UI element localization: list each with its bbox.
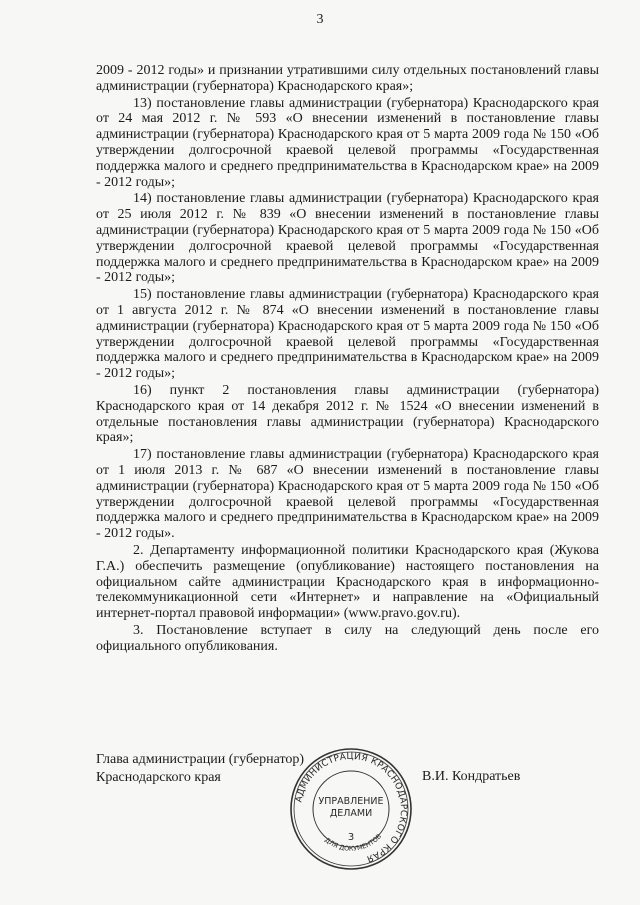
clause-2: 2. Департаменту информационной политики Краснодарского края (Жукова Г.А.) обеспечить размещение (опубликование) настоящего постановления на официальном сайте администрации Краснодарского края в информационно-телекоммуникационной сети «Интернет» и направление на «Официальный интернет-портал правовой информации» (www.pravo.gov.ru). <box>96 542 599 622</box>
signatory-position-line1: Глава администрации (губернатор) <box>96 752 305 767</box>
list-item-15: 15) постановление главы администрации (губернатора) Краснодарского края от 1 августа 2012 г. № 874 «О внесении изменений в постановление главы администрации (губернатора) Краснодарского края от 5 марта 2009 года № 150 «Об утверждении долгосрочной краевой целевой программы «Государственная поддержка малого и среднего предпринимательства в Краснодарском крае» на 2009 - 2012 годы»; <box>96 287 599 382</box>
stamp-outer-text: АДМИНИСТРАЦИЯ КРАСНОДАРСКОГО КРАЯ <box>294 751 409 864</box>
stamp-number: 3 <box>347 832 355 843</box>
list-item-17: 17) постановление главы администрации (губернатора) Краснодарского края от 1 июля 2013 г. № 687 «О внесении изменений в постановление главы администрации (губернатора) Краснодарского края от 5 марта 2009 года № 150 «Об утверждении долгосрочной краевой целевой программы «Государственная поддержка малого и среднего предпринимательства в Краснодарском крае» на 2009 - 2012 годы». <box>96 447 599 542</box>
page-number: 3 <box>316 12 324 27</box>
document-body <box>96 63 599 654</box>
stamp-center-line1: УПРАВЛЕНИЕ <box>318 796 384 807</box>
list-item-16: 16) пункт 2 постановления главы администрации (губернатора) Краснодарского края от 14 декабря 2012 г. № 1524 «О внесении изменений в отдельные постановления главы администрации (губернатора) Краснодарского края»; <box>96 382 599 446</box>
list-item-13: 13) постановление главы администрации (губернатора) Краснодарского края от 24 мая 2012 г. № 593 «О внесении изменений в постановление главы администрации (губернатора) Краснодарского края от 5 марта 2009 года № 150 «Об утверждении долгосрочной краевой целевой программы «Государственная поддержка малого и среднего предпринимательства в Краснодарском крае» на 2009 - 2012 годы»; <box>96 95 599 190</box>
clause-3: 3. Постановление вступает в силу на следующий день после его официального опубликования. <box>96 622 599 654</box>
paragraph-continuation: 2009 - 2012 годы» и признании утратившими силу отдельных постановлений главы администрации (губернатора) Краснодарского края»; <box>96 63 599 94</box>
signatory-position <box>96 751 304 787</box>
signatory-name: В.И. Кондратьев <box>422 769 521 784</box>
signatory-position-line2: Краснодарского края <box>96 770 221 785</box>
list-item-14: 14) постановление главы администрации (губернатора) Краснодарского края от 25 июля 2012 г. № 839 «О внесении изменений в постановление главы администрации (губернатора) Краснодарского края от 5 марта 2009 года № 150 «Об утверждении долгосрочной краевой целевой программы «Государственная поддержка малого и среднего предпринимательства в Краснодарском крае» на 2009 - 2012 годы»; <box>96 191 599 286</box>
official-stamp <box>288 746 414 872</box>
stamp-center-line2: ДЕЛАМИ <box>329 808 373 819</box>
stamp-bottom-text: ДЛЯ ДОКУМЕНТОВ <box>323 832 384 853</box>
stamp-seal-icon <box>288 746 414 872</box>
